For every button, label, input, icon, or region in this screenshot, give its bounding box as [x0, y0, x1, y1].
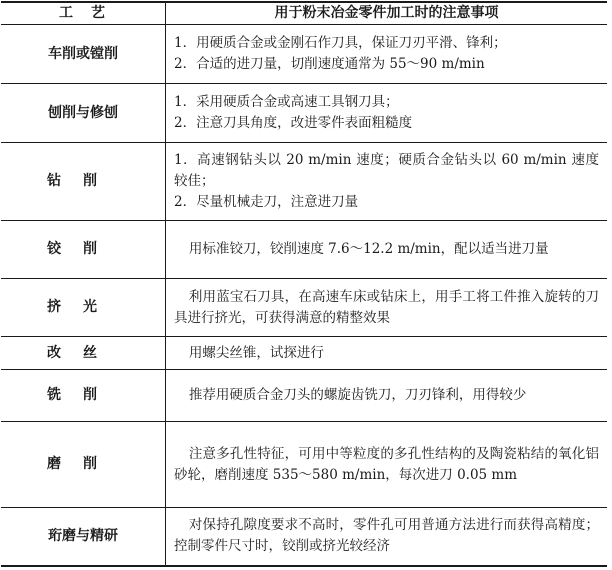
process-notes — [166, 143, 608, 221]
note-line: 1．采用硬质合金或高速工具钢刀具； — [174, 94, 399, 110]
table-row — [1, 221, 607, 279]
note-line: 用标准铰刀，铰削速度 7.6～12.2 m/min，配以适当进刀量 — [188, 241, 549, 257]
process-name: 珩磨与精研 — [1, 508, 166, 566]
note-line: 利用蓝宝石刀具，在高速车床或钻床上，用手工将工件推入旋转的刀具进行挤光，可获得满意的精整效果 — [174, 288, 599, 326]
note-line: 用螺尖丝锥，试探进行 — [188, 344, 324, 361]
process-notes — [166, 370, 608, 422]
process-name: 钻削 — [1, 143, 166, 221]
note-line: 注意多孔性特征，可用中等粒度的多孔性结构的及陶瓷粘结的氧化铝砂轮，磨削速度 535～580 m/min，每次进刀 0.05 mm — [174, 445, 599, 483]
note-line: 1．高速钢钻头以 20 m/min 速度；硬质合金钻头以 60 m/min 速度较佳； — [174, 152, 599, 189]
process-notes — [166, 84, 608, 143]
process-notes — [166, 422, 608, 508]
process-notes — [166, 337, 608, 370]
process-name: 挤光 — [1, 279, 166, 337]
note-line: 推荐用硬质合金刀头的螺旋齿铣刀，刀刃锋利，用得较少 — [188, 387, 527, 403]
process-name: 车削或镗削 — [1, 25, 166, 84]
note-line: 1．用硬质合金或金刚石作刀具，保证刀刃平滑、锋利； — [174, 35, 507, 51]
table-row — [1, 508, 607, 566]
note-line: 对保持孔隙度要求不高时，零件孔可用普通方法进行而获得高精度；控制零件尺寸时，铰削或挤光较经济 — [174, 517, 599, 555]
note-line: 2．注意刀具角度，改进零件表面粗糙度 — [174, 115, 413, 131]
process-notes — [166, 279, 608, 337]
header-notes: 用于粉末冶金零件加工时的注意事项 — [166, 2, 608, 25]
process-name: 铰削 — [1, 221, 166, 279]
note-line: 2．合适的进刀量，切削速度通常为 55～90 m/min — [174, 56, 485, 72]
process-notes — [166, 221, 608, 279]
table-header-row — [1, 2, 607, 25]
table-row — [1, 279, 607, 337]
note-line: 2．尽量机械走刀，注意进刀量 — [174, 194, 359, 210]
machining-notes-table — [1, 1, 607, 567]
header-process: 工 艺 — [1, 2, 166, 25]
table-row — [1, 422, 607, 508]
process-notes — [166, 25, 608, 84]
table-row — [1, 370, 607, 422]
table-row — [1, 143, 607, 221]
process-name: 刨削与修刨 — [1, 84, 166, 143]
process-notes — [166, 508, 608, 566]
table-row — [1, 84, 607, 143]
table-row — [1, 337, 607, 370]
process-name: 改丝 — [1, 337, 166, 370]
process-name: 铣削 — [1, 370, 166, 422]
table-row — [1, 25, 607, 84]
process-name: 磨削 — [1, 422, 166, 508]
